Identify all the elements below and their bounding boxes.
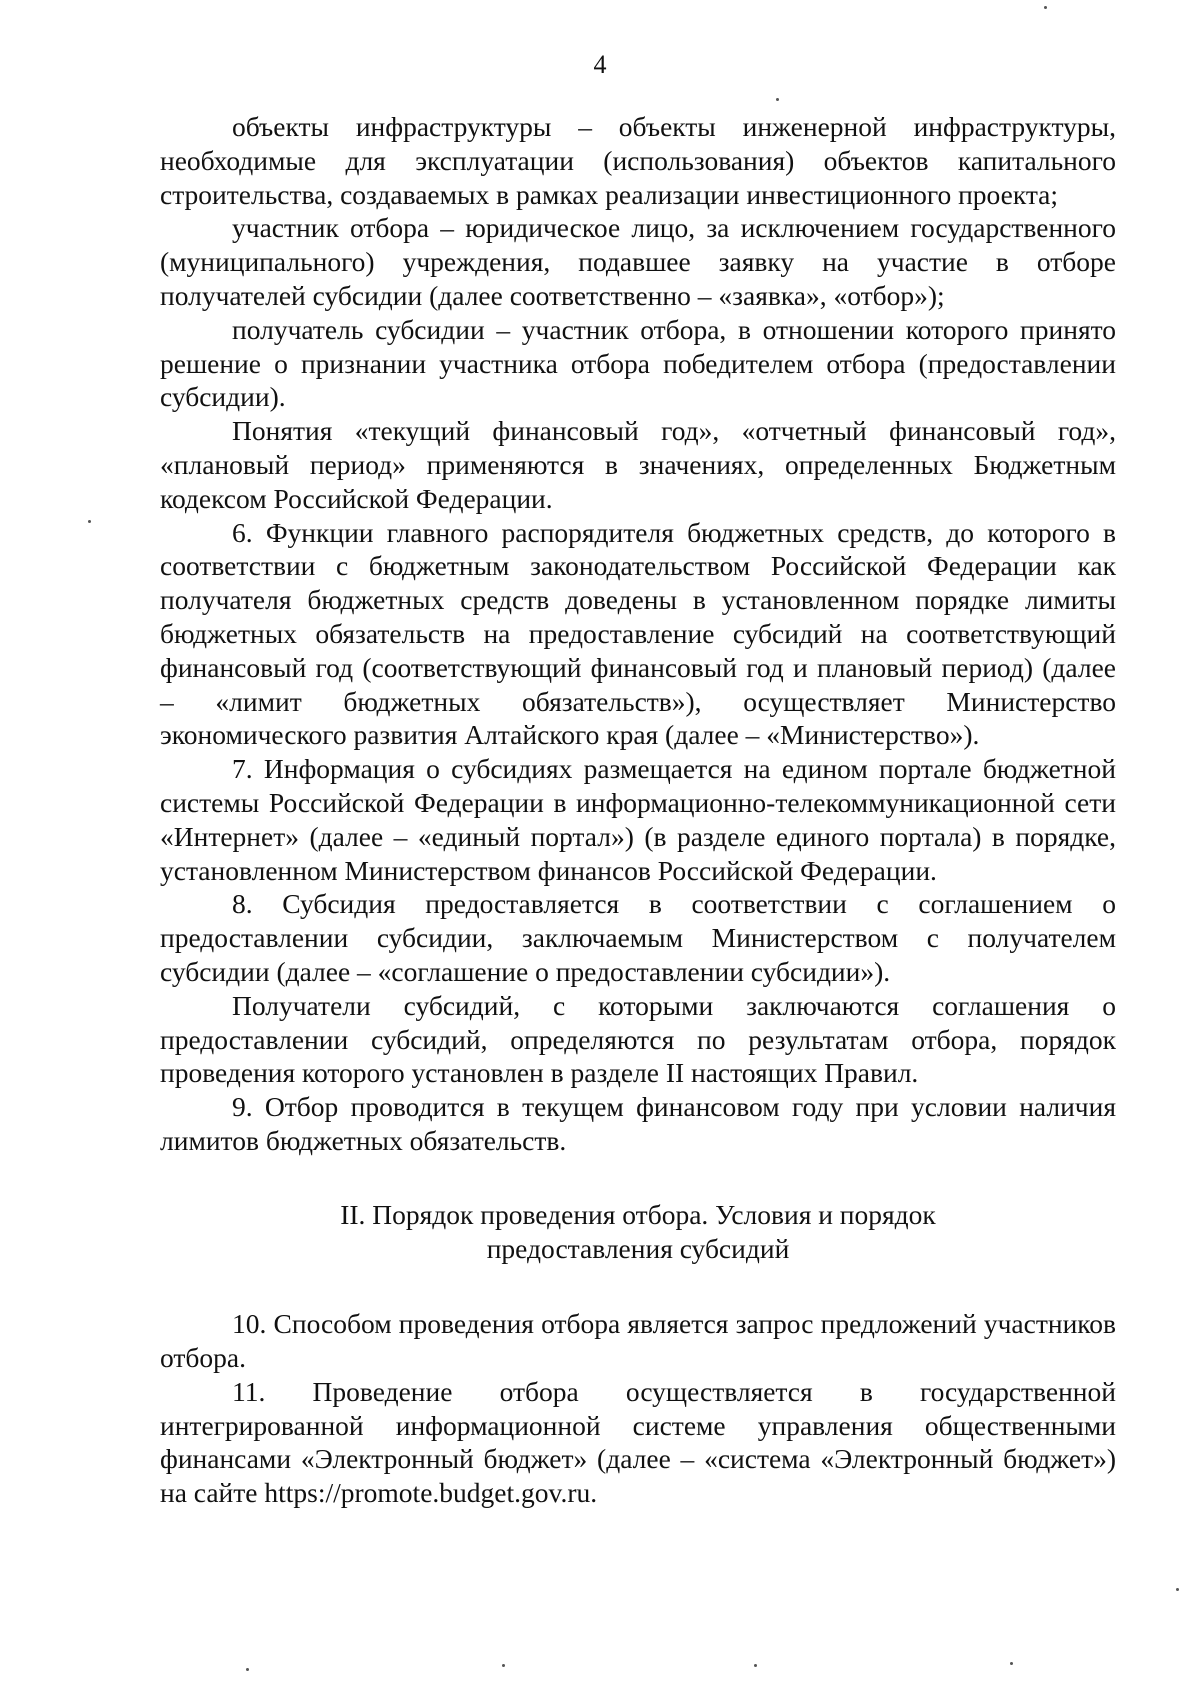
section-heading-line-2: предоставления субсидий — [486, 1232, 790, 1264]
paragraph-item-9: 9. Отбор проводится в текущем финансовом году при условии наличия лимитов бюджетных обязательств. — [160, 1091, 1116, 1156]
scan-speck — [754, 1664, 757, 1667]
scan-speck — [1176, 1588, 1179, 1591]
scan-speck — [88, 520, 91, 523]
document-body — [160, 110, 1116, 1510]
scan-speck — [776, 98, 779, 101]
paragraph-subsidy-recipients: Получатели субсидий, с которыми заключаются соглашения о предоставлении субсидий, определяются по результатам отбора, порядок проведения которого установлен в разделе II настоящих Правил. — [160, 989, 1116, 1089]
paragraphs-before-section — [160, 110, 1116, 1158]
page-number: 4 — [593, 50, 607, 79]
paragraph-item-6: 6. Функции главного распорядителя бюджетных средств, до которого в соответствии с бюджетным законодательством Российской Федерации как получателя бюджетных средств доведены в установленном порядке лимиты бюджетных обязательств на предоставление субсидий на соответствующий финансовый год (соответствующий финансовый год и плановый период) (далее – «лимит бюджетных обязательств»), осуществляет Министерство экономического развития Алтайского края (далее – «Министерство»). — [160, 516, 1116, 751]
scan-speck — [502, 1664, 505, 1667]
scan-speck — [1010, 1662, 1013, 1665]
section-heading — [160, 1198, 1116, 1266]
paragraph-recipient-definition: получатель субсидии – участник отбора, в отношении которого принято решение о признании участника отбора победителем отбора (предоставлении субсидии). — [160, 313, 1116, 413]
paragraph-item-10: 10. Способом проведения отбора является запрос предложений участников отбора. — [160, 1308, 1116, 1374]
paragraph-item-7: 7. Информация о субсидиях размещается на едином портале бюджетной системы Российской Федерации в информационно-телекоммуникационной сети «Интернет» (далее – «единый портал») (в разделе единого портала) в порядке, установленном Министерством финансов Российской Федерации. — [160, 753, 1116, 886]
scan-speck — [1044, 6, 1047, 9]
section-heading-line-1: II. Порядок проведения отбора. Условия и порядок — [340, 1198, 936, 1230]
paragraph-item-8: 8. Субсидия предоставляется в соответствии с соглашением о предоставлении субсидии, заключаемым Министерством с получателем субсидии (далее – «соглашение о предоставлении субсидии»). — [160, 888, 1116, 987]
paragraph-item-11: 11. Проведение отбора осуществляется в государственной интегрированной информационной системе управления общественными финансами «Электронный бюджет» (далее – «система «Электронный бюджет») на сайте https://promote.budget.gov.ru. — [160, 1375, 1116, 1509]
paragraphs-after-section — [160, 1307, 1116, 1510]
scan-speck — [246, 1668, 249, 1671]
paragraph-concepts: Понятия «текущий финансовый год», «отчетный финансовый год», «плановый период» применяются в значениях, определенных Бюджетным кодексом Российской Федерации. — [160, 415, 1116, 514]
paragraph-participant-definition: участник отбора – юридическое лицо, за исключением государственного (муниципального) учреждения, подавшее заявку на участие в отборе получателей субсидии (далее соответственно – «заявка», «отбор»); — [160, 212, 1116, 311]
paragraph-infrastructure-definition: объекты инфраструктуры – объекты инженерной инфраструктуры, необходимые для эксплуатации (использования) объектов капитального строительства, создаваемых в рамках реализации инвестиционного проекта; — [160, 111, 1116, 210]
